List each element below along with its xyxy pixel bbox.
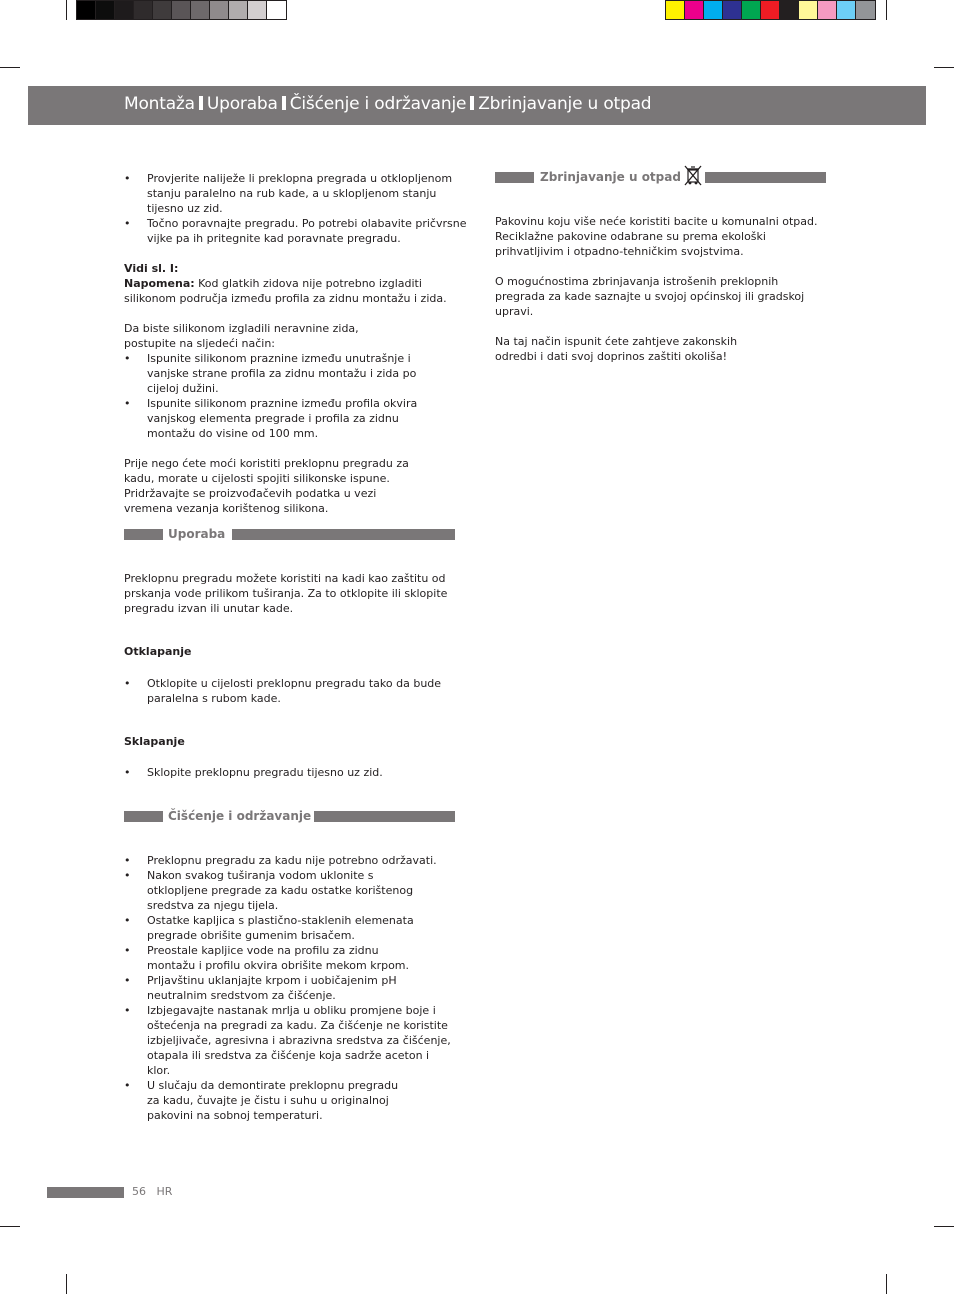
heading-label: Čišćenje i održavanje bbox=[168, 809, 312, 823]
color-swatch bbox=[77, 1, 96, 19]
crop-mark bbox=[0, 67, 20, 68]
title-part-ciscenje: Čišćenje i održavanje bbox=[289, 94, 467, 114]
list-item: • U slučaju da demontirate preklopnu pregradu za kadu, čuvajte je čistu i suhu u originalnoj pakovini na sobnoj temperaturi. bbox=[124, 1078, 454, 1123]
footer-bar bbox=[47, 1187, 124, 1198]
heading-bar-left bbox=[124, 529, 163, 540]
montaza-bullet-list bbox=[124, 171, 474, 246]
list-item: • Sklopite preklopnu pregradu tijesno uz zid. bbox=[124, 765, 464, 780]
list-item: • Otklopite u cijelosti preklopnu pregradu tako da bude paralelna s rubom kade. bbox=[124, 676, 444, 706]
otklapanje-list bbox=[124, 676, 444, 706]
color-swatch bbox=[780, 1, 799, 19]
crop-mark bbox=[934, 67, 954, 68]
napomena-text: Kod glatkih zidova nije potrebno izgladiti silikonom područja između profila za zidnu montažu i zida. bbox=[124, 277, 447, 305]
title-part-montaza: Montaža bbox=[124, 94, 195, 114]
crop-mark bbox=[66, 1274, 67, 1294]
color-swatch bbox=[666, 1, 685, 19]
heading-bar-left bbox=[124, 811, 163, 822]
color-swatch bbox=[96, 1, 115, 19]
color-swatch bbox=[837, 1, 856, 19]
color-swatch bbox=[761, 1, 780, 19]
silikon-intro: Da biste silikonom izgladili neravnine zida, postupite na sljedeći način: bbox=[124, 322, 359, 350]
napomena-paragraph bbox=[124, 276, 474, 306]
heading-bar-right bbox=[705, 172, 826, 183]
color-swatch bbox=[229, 1, 248, 19]
title-separator bbox=[470, 96, 474, 110]
list-item: • Točno poravnajte pregradu. Po potrebi olabavite pričvrsne vijke pa ih pritegnite kad poravnate pregradu. bbox=[124, 216, 474, 246]
list-item: • Ispunite silikonom praznine između unutrašnje i vanjske strane profila za zidnu montažu i zida po cijeloj dužini. bbox=[124, 351, 434, 396]
uporaba-paragraph: Preklopnu pregradu možete koristiti na kadi kao zaštitu od prskanja vode prilikom tuširanja. Za to otklopite ili sklopite pregradu izvan ili unutar kade. bbox=[124, 572, 448, 615]
heading-bar-left bbox=[495, 172, 534, 183]
spoji-paragraph: Prije nego ćete moći koristiti preklopnu pregradu za kadu, morate u cijelosti spojiti silikonske ispune. bbox=[124, 457, 409, 485]
list-item: • Ostatke kapljica s plastično-staklenih elemenata pregrade obrišite gumenim brisačem. bbox=[124, 913, 454, 943]
color-swatch bbox=[742, 1, 761, 19]
color-swatch bbox=[172, 1, 191, 19]
crop-mark bbox=[886, 0, 887, 20]
crop-mark bbox=[934, 1226, 954, 1227]
list-item: • Ispunite silikonom praznine između profila okvira vanjskog elementa pregrade i profila za zidnu montažu do visine od 100 mm. bbox=[124, 396, 434, 441]
crop-mark bbox=[66, 0, 67, 20]
color-swatch bbox=[248, 1, 267, 19]
grayscale-swatch-bar bbox=[76, 0, 287, 20]
color-swatch-bar bbox=[665, 0, 876, 20]
zbrinjavanje-paragraph-3: Na taj način ispunit ćete zahtjeve zakonskih odredbi i dati svoj doprinos zaštiti okoliša! bbox=[495, 335, 738, 363]
crop-mark bbox=[0, 1226, 20, 1227]
list-item: • Provjerite naliježe li preklopna pregrada u otklopljenom stanju paralelno na rub kade, a u sklopljenom stanju tijesno uz zid. bbox=[124, 171, 474, 216]
right-column-zbrinjavanje bbox=[495, 214, 825, 364]
color-swatch bbox=[210, 1, 229, 19]
color-swatch bbox=[267, 1, 286, 19]
page-number: 56 bbox=[132, 1185, 146, 1198]
color-swatch bbox=[134, 1, 153, 19]
crossed-out-wheelie-bin-icon bbox=[684, 165, 702, 187]
title-part-uporaba: Uporaba bbox=[206, 94, 278, 114]
sklapanje-heading: Sklapanje bbox=[124, 735, 185, 748]
otklapanje-heading: Otklapanje bbox=[124, 645, 192, 658]
sklapanje-list bbox=[124, 765, 464, 780]
pridrzavajte-paragraph: Pridržavajte se proizvođačevih podatka u vezi vremena vezanja korištenog silikona. bbox=[124, 487, 377, 515]
color-swatch bbox=[856, 1, 875, 19]
heading-label: Uporaba bbox=[168, 527, 226, 541]
silikon-bullet-list bbox=[124, 351, 434, 441]
uporaba-text bbox=[124, 571, 454, 616]
color-swatch bbox=[723, 1, 742, 19]
list-item: • Nakon svakog tuširanja vodom uklonite s otklopljene pregrade za kadu ostatke korištenog sredstva za njegu tijela. bbox=[124, 868, 454, 913]
language-code: HR bbox=[156, 1185, 173, 1198]
color-swatch bbox=[799, 1, 818, 19]
heading-label: Zbrinjavanje u otpad bbox=[540, 170, 681, 184]
color-swatch bbox=[704, 1, 723, 19]
color-swatch bbox=[818, 1, 837, 19]
title-part-zbrinjavanje: Zbrinjavanje u otpad bbox=[478, 94, 652, 114]
left-column-montaza bbox=[124, 171, 474, 516]
heading-bar-right bbox=[232, 529, 455, 540]
title-separator bbox=[199, 96, 203, 110]
heading-bar-right bbox=[314, 811, 455, 822]
title-separator bbox=[282, 96, 286, 110]
header-band bbox=[28, 86, 926, 125]
list-item: • Izbjegavajte nastanak mrlja u obliku promjene boje i oštećenja na pregradi za kadu. Za čišćenje ne koristite izbjeljivače, agresivna i abrazivna sredstva za čišćenje, otapala ili sredstva za čišćenje koja sadrže aceton i klor. bbox=[124, 1003, 454, 1078]
section-heading-zbrinjavanje bbox=[495, 171, 826, 183]
page-footer bbox=[132, 1185, 172, 1198]
zbrinjavanje-paragraph-1: Pakovinu koju više neće koristiti bacite u komunalni otpad. Reciklažne pakovine odabrane su prema ekološki prihvatljivim i otpadno-tehničkim svojstvima. bbox=[495, 215, 818, 258]
list-item: • Prljavštinu uklanjajte krpom i uobičajenim pH neutralnim sredstvom za čišćenje. bbox=[124, 973, 454, 1003]
vidi-label: Vidi sl. I: bbox=[124, 262, 179, 275]
zbrinjavanje-paragraph-2: O mogućnostima zbrinjavanja istrošenih preklopnih pregrada za kade saznajte u svojoj općinskoj ili gradskoj upravi. bbox=[495, 275, 805, 318]
page-title bbox=[124, 94, 651, 114]
ciscenje-list bbox=[124, 853, 454, 1123]
crop-mark bbox=[886, 1274, 887, 1294]
color-swatch bbox=[153, 1, 172, 19]
list-item: • Preostale kapljice vode na profilu za zidnu montažu i profilu okvira obrišite mekom krpom. bbox=[124, 943, 454, 973]
list-item: • Preklopnu pregradu za kadu nije potrebno održavati. bbox=[124, 853, 454, 868]
color-swatch bbox=[685, 1, 704, 19]
color-swatch bbox=[115, 1, 134, 19]
section-heading-uporaba bbox=[124, 528, 455, 540]
color-swatch bbox=[191, 1, 210, 19]
section-heading-ciscenje bbox=[124, 810, 455, 822]
napomena-label: Napomena: bbox=[124, 277, 195, 290]
